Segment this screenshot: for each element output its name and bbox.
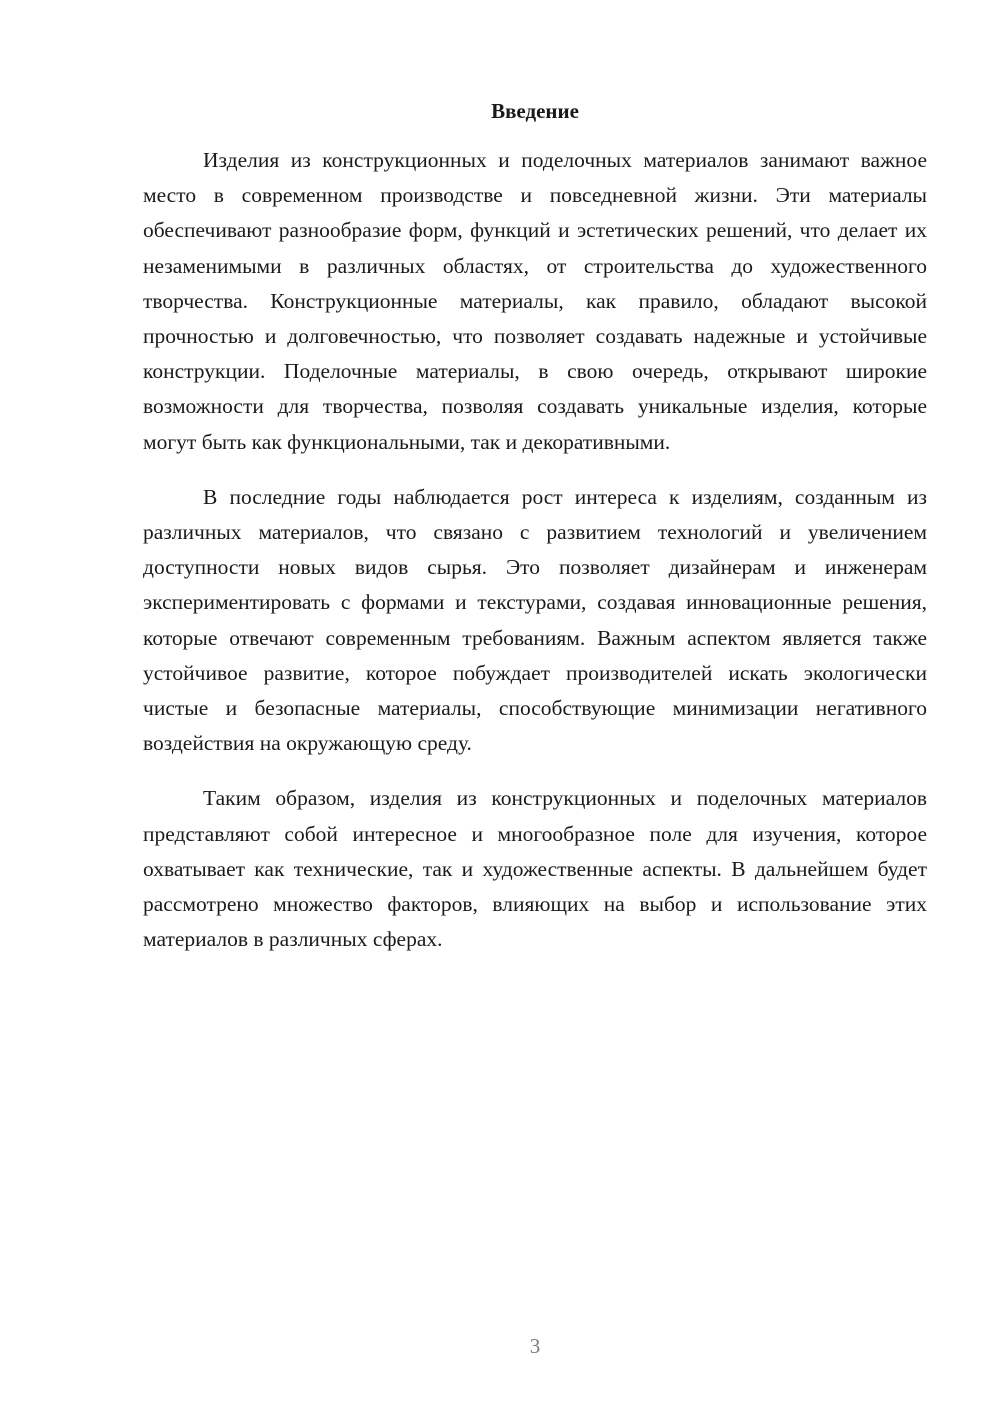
paragraph: Изделия из конструкционных и поделочных материалов занимают важное место в современном производстве и повседневной жизни. Эти материалы обеспечивают разнообразие форм, функций и эстетических решений, что делает их незаменимыми в различных областях, от строительства до художественного творчества. Конструкционные материалы, как правило, обладают высокой прочностью и долговечностью, что позволяет создавать надежные и устойчивые конструкции. Поделочные материалы, в свою очередь, открывают широкие возможности для творчества, позволяя создавать уникальные изделия, которые могут быть как функциональными, так и декоративными. (143, 148, 927, 454)
body-text (143, 143, 927, 977)
paragraph: Таким образом, изделия из конструкционных и поделочных материалов представляют собой интересное и многообразное поле для изучения, которое охватывает как технические, так и художественные аспекты. В дальнейшем будет рассмотрено множество факторов, влияющих на выбор и использование этих материалов в различных сферах. (143, 786, 927, 952)
page-number: 3 (529, 1334, 541, 1358)
paragraph: В последние годы наблюдается рост интереса к изделиям, созданным из различных материалов, что связано с развитием технологий и увеличением доступности новых видов сырья. Это позволяет дизайнерам и инженерам экспериментировать с формами и текстурами, создавая инновационные решения, которые отвечают современным требованиям. Важным аспектом является также устойчивое развитие, которое побуждает производителей искать экологически чистые и безопасные материалы, способствующие минимизации негативного воздействия на окружающую среду. (143, 484, 927, 756)
section-heading: Введение (491, 99, 579, 123)
